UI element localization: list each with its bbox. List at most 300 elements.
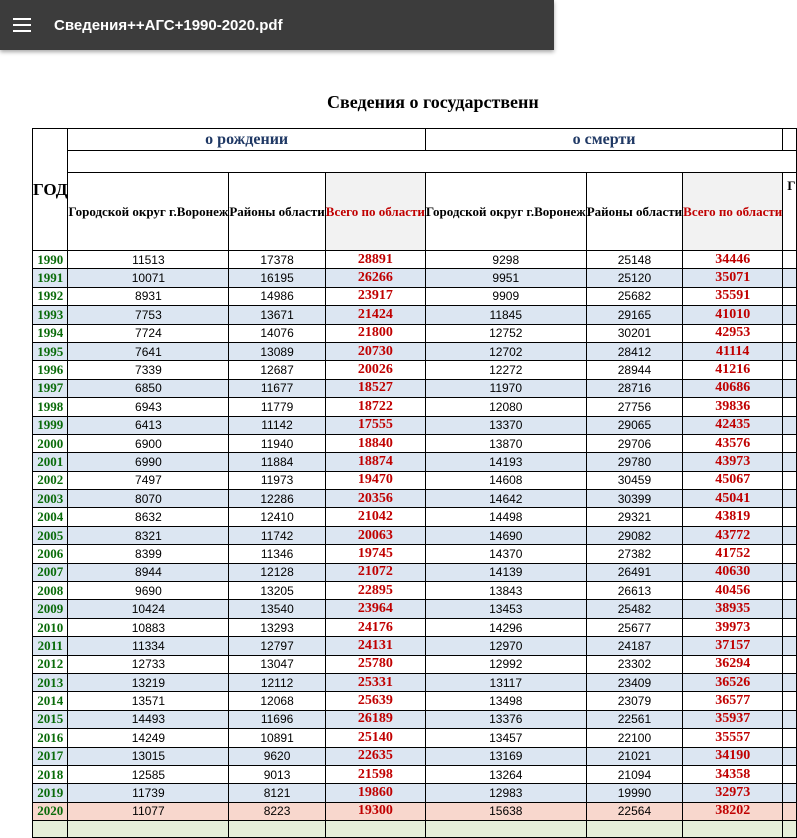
birth-districts-cell: 12286: [229, 490, 325, 508]
birth-total-cell: 20063: [325, 526, 425, 544]
death-total-cell: 41010: [683, 306, 783, 324]
death-districts-cell: 25677: [586, 618, 682, 636]
empty-cell: [33, 821, 68, 838]
death-city-cell: 9951: [425, 269, 586, 287]
birth-city-cell: 13015: [68, 747, 229, 765]
blank-header-row: [68, 151, 796, 173]
table-row: [33, 600, 797, 618]
table-row: [33, 637, 797, 655]
birth-total-cell: 23964: [325, 600, 425, 618]
death-city-cell: 11970: [425, 379, 586, 397]
death-total-cell: 40456: [683, 582, 783, 600]
empty-cell: [783, 821, 796, 838]
death-city-cell: 13453: [425, 600, 586, 618]
table-row: [33, 784, 797, 802]
cut-column-cell: [783, 416, 796, 434]
year-cell: 2007: [33, 563, 68, 581]
death-districts-cell: 23079: [586, 692, 682, 710]
death-city-header: Городской округ г.Воронеж: [425, 173, 586, 251]
death-districts-cell: 27382: [586, 545, 682, 563]
birth-total-cell: 20026: [325, 361, 425, 379]
year-column-header: ГОД: [33, 129, 68, 251]
birth-city-cell: 10424: [68, 600, 229, 618]
death-total-cell: 40630: [683, 563, 783, 581]
cut-column-cell: [783, 545, 796, 563]
birth-city-cell: 10883: [68, 618, 229, 636]
table-row: [33, 490, 797, 508]
birth-city-cell: 6990: [68, 453, 229, 471]
birth-city-cell: 11077: [68, 802, 229, 820]
birth-districts-cell: 11973: [229, 471, 325, 489]
table-row: [33, 379, 797, 397]
birth-districts-cell: 14986: [229, 287, 325, 305]
death-city-cell: 12992: [425, 655, 586, 673]
birth-districts-cell: 12128: [229, 563, 325, 581]
cut-column-cell: [783, 398, 796, 416]
death-districts-cell: 28412: [586, 342, 682, 360]
death-group-header: о смерти: [425, 129, 782, 151]
death-total-cell: 35591: [683, 287, 783, 305]
death-city-cell: 9298: [425, 251, 586, 269]
year-cell: 2000: [33, 434, 68, 452]
cut-group-header: [783, 129, 796, 151]
empty-cell: [425, 821, 586, 838]
birth-districts-cell: 13540: [229, 600, 325, 618]
birth-districts-cell: 13089: [229, 342, 325, 360]
year-cell: 2005: [33, 526, 68, 544]
death-city-cell: 14370: [425, 545, 586, 563]
death-total-cell: 32973: [683, 784, 783, 802]
death-total-cell: 36294: [683, 655, 783, 673]
table-row: [33, 508, 797, 526]
death-districts-cell: 24187: [586, 637, 682, 655]
table-row: [33, 324, 797, 342]
birth-total-cell: 20356: [325, 490, 425, 508]
cut-column-cell: [783, 324, 796, 342]
table-row: [33, 802, 797, 820]
birth-districts-cell: 10891: [229, 729, 325, 747]
year-cell: 1998: [33, 398, 68, 416]
death-total-cell: 39836: [683, 398, 783, 416]
death-total-cell: 36577: [683, 692, 783, 710]
death-city-cell: 13169: [425, 747, 586, 765]
birth-city-cell: 7641: [68, 342, 229, 360]
death-total-header: Всего по области: [683, 173, 783, 251]
death-districts-cell: 25120: [586, 269, 682, 287]
death-city-cell: 14498: [425, 508, 586, 526]
death-total-cell: 34358: [683, 765, 783, 783]
cut-column-cell: [783, 563, 796, 581]
birth-city-cell: 12585: [68, 765, 229, 783]
birth-districts-cell: 13047: [229, 655, 325, 673]
cut-column-cell: [783, 784, 796, 802]
death-city-cell: 14690: [425, 526, 586, 544]
death-total-cell: 40686: [683, 379, 783, 397]
table-row: [33, 361, 797, 379]
birth-total-cell: 23917: [325, 287, 425, 305]
birth-city-cell: 10071: [68, 269, 229, 287]
birth-total-cell: 25639: [325, 692, 425, 710]
birth-total-cell: 18874: [325, 453, 425, 471]
death-districts-cell: 30459: [586, 471, 682, 489]
death-districts-cell: 26613: [586, 582, 682, 600]
cut-column-cell: [783, 802, 796, 820]
cut-column-cell: [783, 600, 796, 618]
cut-column-cell: [783, 434, 796, 452]
death-districts-cell: 25148: [586, 251, 682, 269]
cut-column-header: Г: [783, 173, 796, 251]
year-cell: 2015: [33, 710, 68, 728]
death-districts-cell: 25682: [586, 287, 682, 305]
cut-column-cell: [783, 251, 796, 269]
birth-total-cell: 19745: [325, 545, 425, 563]
birth-city-cell: 8931: [68, 287, 229, 305]
death-districts-cell: 30201: [586, 324, 682, 342]
birth-total-cell: 24131: [325, 637, 425, 655]
birth-districts-cell: 12797: [229, 637, 325, 655]
table-row: [33, 582, 797, 600]
birth-districts-cell: 9013: [229, 765, 325, 783]
birth-city-cell: 7724: [68, 324, 229, 342]
death-city-cell: 12970: [425, 637, 586, 655]
table-row: [33, 453, 797, 471]
table-row: [33, 729, 797, 747]
year-cell: 2002: [33, 471, 68, 489]
table-row: [33, 545, 797, 563]
year-cell: 2006: [33, 545, 68, 563]
statistics-table: [32, 128, 797, 838]
table-row: [33, 710, 797, 728]
birth-districts-cell: 11742: [229, 526, 325, 544]
death-city-cell: 13117: [425, 673, 586, 691]
death-total-cell: 45067: [683, 471, 783, 489]
death-city-cell: 12702: [425, 342, 586, 360]
birth-city-cell: 11513: [68, 251, 229, 269]
birth-districts-cell: 11884: [229, 453, 325, 471]
cut-column-cell: [783, 526, 796, 544]
birth-total-cell: 21424: [325, 306, 425, 324]
birth-districts-cell: 9620: [229, 747, 325, 765]
death-districts-cell: 29321: [586, 508, 682, 526]
table-row: [33, 655, 797, 673]
death-city-cell: 9909: [425, 287, 586, 305]
death-districts-cell: 29706: [586, 434, 682, 452]
year-cell: 2016: [33, 729, 68, 747]
cut-column-cell: [783, 618, 796, 636]
year-cell: 2012: [33, 655, 68, 673]
birth-districts-cell: 17378: [229, 251, 325, 269]
birth-total-cell: 26189: [325, 710, 425, 728]
death-districts-cell: 26491: [586, 563, 682, 581]
death-city-cell: 14139: [425, 563, 586, 581]
death-districts-cell: 22561: [586, 710, 682, 728]
birth-total-cell: 19300: [325, 802, 425, 820]
cut-column-cell: [783, 342, 796, 360]
birth-total-header: Всего по области: [325, 173, 425, 251]
birth-districts-cell: 12068: [229, 692, 325, 710]
cut-column-cell: [783, 269, 796, 287]
birth-total-cell: 21072: [325, 563, 425, 581]
death-total-cell: 36526: [683, 673, 783, 691]
birth-city-cell: 13571: [68, 692, 229, 710]
birth-districts-cell: 13671: [229, 306, 325, 324]
year-cell: 1993: [33, 306, 68, 324]
death-city-cell: 14642: [425, 490, 586, 508]
year-cell: 2013: [33, 673, 68, 691]
birth-city-cell: 6943: [68, 398, 229, 416]
year-cell: 1990: [33, 251, 68, 269]
birth-total-cell: 25780: [325, 655, 425, 673]
death-total-cell: 42953: [683, 324, 783, 342]
birth-city-cell: 12733: [68, 655, 229, 673]
death-districts-cell: 30399: [586, 490, 682, 508]
death-city-cell: 13264: [425, 765, 586, 783]
birth-city-cell: 13219: [68, 673, 229, 691]
birth-total-cell: 21598: [325, 765, 425, 783]
death-total-cell: 41752: [683, 545, 783, 563]
birth-districts-cell: 12687: [229, 361, 325, 379]
birth-districts-cell: 11346: [229, 545, 325, 563]
table-row: [33, 434, 797, 452]
year-cell: 2014: [33, 692, 68, 710]
birth-total-cell: 25331: [325, 673, 425, 691]
year-cell: 2011: [33, 637, 68, 655]
birth-districts-cell: 11779: [229, 398, 325, 416]
birth-districts-cell: 11940: [229, 434, 325, 452]
birth-city-cell: 6900: [68, 434, 229, 452]
table-row: [33, 673, 797, 691]
death-city-cell: 13376: [425, 710, 586, 728]
death-districts-cell: 27756: [586, 398, 682, 416]
death-total-cell: 34446: [683, 251, 783, 269]
death-districts-cell: 21094: [586, 765, 682, 783]
birth-city-cell: 8321: [68, 526, 229, 544]
table-row: [33, 342, 797, 360]
birth-total-cell: 18722: [325, 398, 425, 416]
empty-cell: [325, 821, 425, 838]
death-city-cell: 13370: [425, 416, 586, 434]
death-city-cell: 12080: [425, 398, 586, 416]
birth-total-cell: 19470: [325, 471, 425, 489]
death-city-cell: 11845: [425, 306, 586, 324]
birth-total-cell: 25140: [325, 729, 425, 747]
document-title: Сведения о государственн: [327, 92, 539, 112]
cut-column-cell: [783, 287, 796, 305]
death-total-cell: 38935: [683, 600, 783, 618]
cut-column-cell: [783, 490, 796, 508]
death-total-cell: 38202: [683, 802, 783, 820]
birth-districts-cell: 8121: [229, 784, 325, 802]
table-row: [33, 563, 797, 581]
birth-total-cell: 19860: [325, 784, 425, 802]
birth-districts-cell: 12112: [229, 673, 325, 691]
year-cell: 2018: [33, 765, 68, 783]
death-city-cell: 15638: [425, 802, 586, 820]
cut-column-cell: [783, 453, 796, 471]
death-total-cell: 43819: [683, 508, 783, 526]
death-districts-cell: 23302: [586, 655, 682, 673]
death-city-cell: 14193: [425, 453, 586, 471]
pdf-viewer-page[interactable]: [0, 50, 796, 835]
year-cell: 2020: [33, 802, 68, 820]
birth-city-cell: 8399: [68, 545, 229, 563]
table-row: [33, 765, 797, 783]
year-cell: 2017: [33, 747, 68, 765]
hamburger-menu-icon[interactable]: [2, 0, 42, 50]
top-app-bar: [0, 0, 554, 50]
death-total-cell: 41216: [683, 361, 783, 379]
empty-table-row: [33, 821, 797, 838]
death-city-cell: 14296: [425, 618, 586, 636]
death-city-cell: 13498: [425, 692, 586, 710]
death-districts-cell: 22564: [586, 802, 682, 820]
birth-city-cell: 7753: [68, 306, 229, 324]
death-total-cell: 35557: [683, 729, 783, 747]
birth-total-cell: 22895: [325, 582, 425, 600]
birth-total-cell: 21042: [325, 508, 425, 526]
death-districts-cell: 23409: [586, 673, 682, 691]
birth-districts-cell: 11677: [229, 379, 325, 397]
birth-districts-cell: 8223: [229, 802, 325, 820]
cut-column-cell: [783, 637, 796, 655]
cut-column-cell: [783, 673, 796, 691]
birth-total-cell: 17555: [325, 416, 425, 434]
birth-districts-cell: 14076: [229, 324, 325, 342]
table-row: [33, 251, 797, 269]
birth-city-cell: 6850: [68, 379, 229, 397]
death-total-cell: 42435: [683, 416, 783, 434]
cut-column-cell: [783, 306, 796, 324]
birth-city-cell: 8944: [68, 563, 229, 581]
year-cell: 1992: [33, 287, 68, 305]
birth-city-cell: 7497: [68, 471, 229, 489]
birth-city-cell: 7339: [68, 361, 229, 379]
year-cell: 2004: [33, 508, 68, 526]
table-row: [33, 306, 797, 324]
table-row: [33, 269, 797, 287]
birth-city-cell: 9690: [68, 582, 229, 600]
year-cell: 2003: [33, 490, 68, 508]
table-row: [33, 287, 797, 305]
table-row: [33, 398, 797, 416]
death-total-cell: 34190: [683, 747, 783, 765]
birth-city-header: Городской округ г.Воронеж: [68, 173, 229, 251]
cut-column-cell: [783, 361, 796, 379]
death-districts-cell: 22100: [586, 729, 682, 747]
death-districts-header: Районы области: [586, 173, 682, 251]
birth-total-cell: 22635: [325, 747, 425, 765]
cut-column-cell: [783, 508, 796, 526]
table-row: [33, 471, 797, 489]
cut-column-cell: [783, 729, 796, 747]
cut-column-cell: [783, 710, 796, 728]
death-total-cell: 43973: [683, 453, 783, 471]
birth-total-cell: 21800: [325, 324, 425, 342]
year-cell: 1996: [33, 361, 68, 379]
death-total-cell: 39973: [683, 618, 783, 636]
death-city-cell: 12983: [425, 784, 586, 802]
empty-cell: [683, 821, 783, 838]
year-cell: 2008: [33, 582, 68, 600]
death-city-cell: 13843: [425, 582, 586, 600]
birth-total-cell: 18840: [325, 434, 425, 452]
empty-cell: [68, 821, 229, 838]
death-districts-cell: 21021: [586, 747, 682, 765]
year-cell: 2010: [33, 618, 68, 636]
year-cell: 1991: [33, 269, 68, 287]
death-total-cell: 37157: [683, 637, 783, 655]
table-row: [33, 618, 797, 636]
death-city-cell: 14608: [425, 471, 586, 489]
birth-city-cell: 11334: [68, 637, 229, 655]
birth-districts-header: Районы области: [229, 173, 325, 251]
birth-districts-cell: 11142: [229, 416, 325, 434]
table-row: [33, 416, 797, 434]
year-cell: 2019: [33, 784, 68, 802]
death-districts-cell: 29780: [586, 453, 682, 471]
birth-city-cell: 8070: [68, 490, 229, 508]
cut-column-cell: [783, 765, 796, 783]
death-districts-cell: 28944: [586, 361, 682, 379]
year-cell: 1994: [33, 324, 68, 342]
cut-column-cell: [783, 655, 796, 673]
birth-total-cell: 18527: [325, 379, 425, 397]
birth-city-cell: 14249: [68, 729, 229, 747]
table-row: [33, 747, 797, 765]
birth-total-cell: 24176: [325, 618, 425, 636]
year-cell: 1999: [33, 416, 68, 434]
cut-column-cell: [783, 379, 796, 397]
birth-districts-cell: 12410: [229, 508, 325, 526]
death-total-cell: 35071: [683, 269, 783, 287]
table-row: [33, 526, 797, 544]
cut-column-cell: [783, 471, 796, 489]
death-districts-cell: 29065: [586, 416, 682, 434]
birth-total-cell: 28891: [325, 251, 425, 269]
year-cell: 1995: [33, 342, 68, 360]
death-city-cell: 12272: [425, 361, 586, 379]
death-districts-cell: 29082: [586, 526, 682, 544]
empty-cell: [586, 821, 682, 838]
birth-districts-cell: 11696: [229, 710, 325, 728]
death-total-cell: 35937: [683, 710, 783, 728]
death-total-cell: 43772: [683, 526, 783, 544]
death-districts-cell: 25482: [586, 600, 682, 618]
birth-city-cell: 14493: [68, 710, 229, 728]
empty-cell: [229, 821, 325, 838]
death-total-cell: 43576: [683, 434, 783, 452]
cut-column-cell: [783, 582, 796, 600]
birth-city-cell: 8632: [68, 508, 229, 526]
death-city-cell: 13870: [425, 434, 586, 452]
death-total-cell: 45041: [683, 490, 783, 508]
year-cell: 1997: [33, 379, 68, 397]
death-districts-cell: 29165: [586, 306, 682, 324]
birth-group-header: о рождении: [68, 129, 425, 151]
table-row: [33, 692, 797, 710]
year-cell: 2001: [33, 453, 68, 471]
death-districts-cell: 19990: [586, 784, 682, 802]
birth-districts-cell: 13205: [229, 582, 325, 600]
birth-total-cell: 20730: [325, 342, 425, 360]
birth-districts-cell: 16195: [229, 269, 325, 287]
birth-city-cell: 11739: [68, 784, 229, 802]
cut-column-cell: [783, 692, 796, 710]
cut-column-cell: [783, 747, 796, 765]
table-body: [33, 251, 797, 838]
year-cell: 2009: [33, 600, 68, 618]
death-city-cell: 13457: [425, 729, 586, 747]
